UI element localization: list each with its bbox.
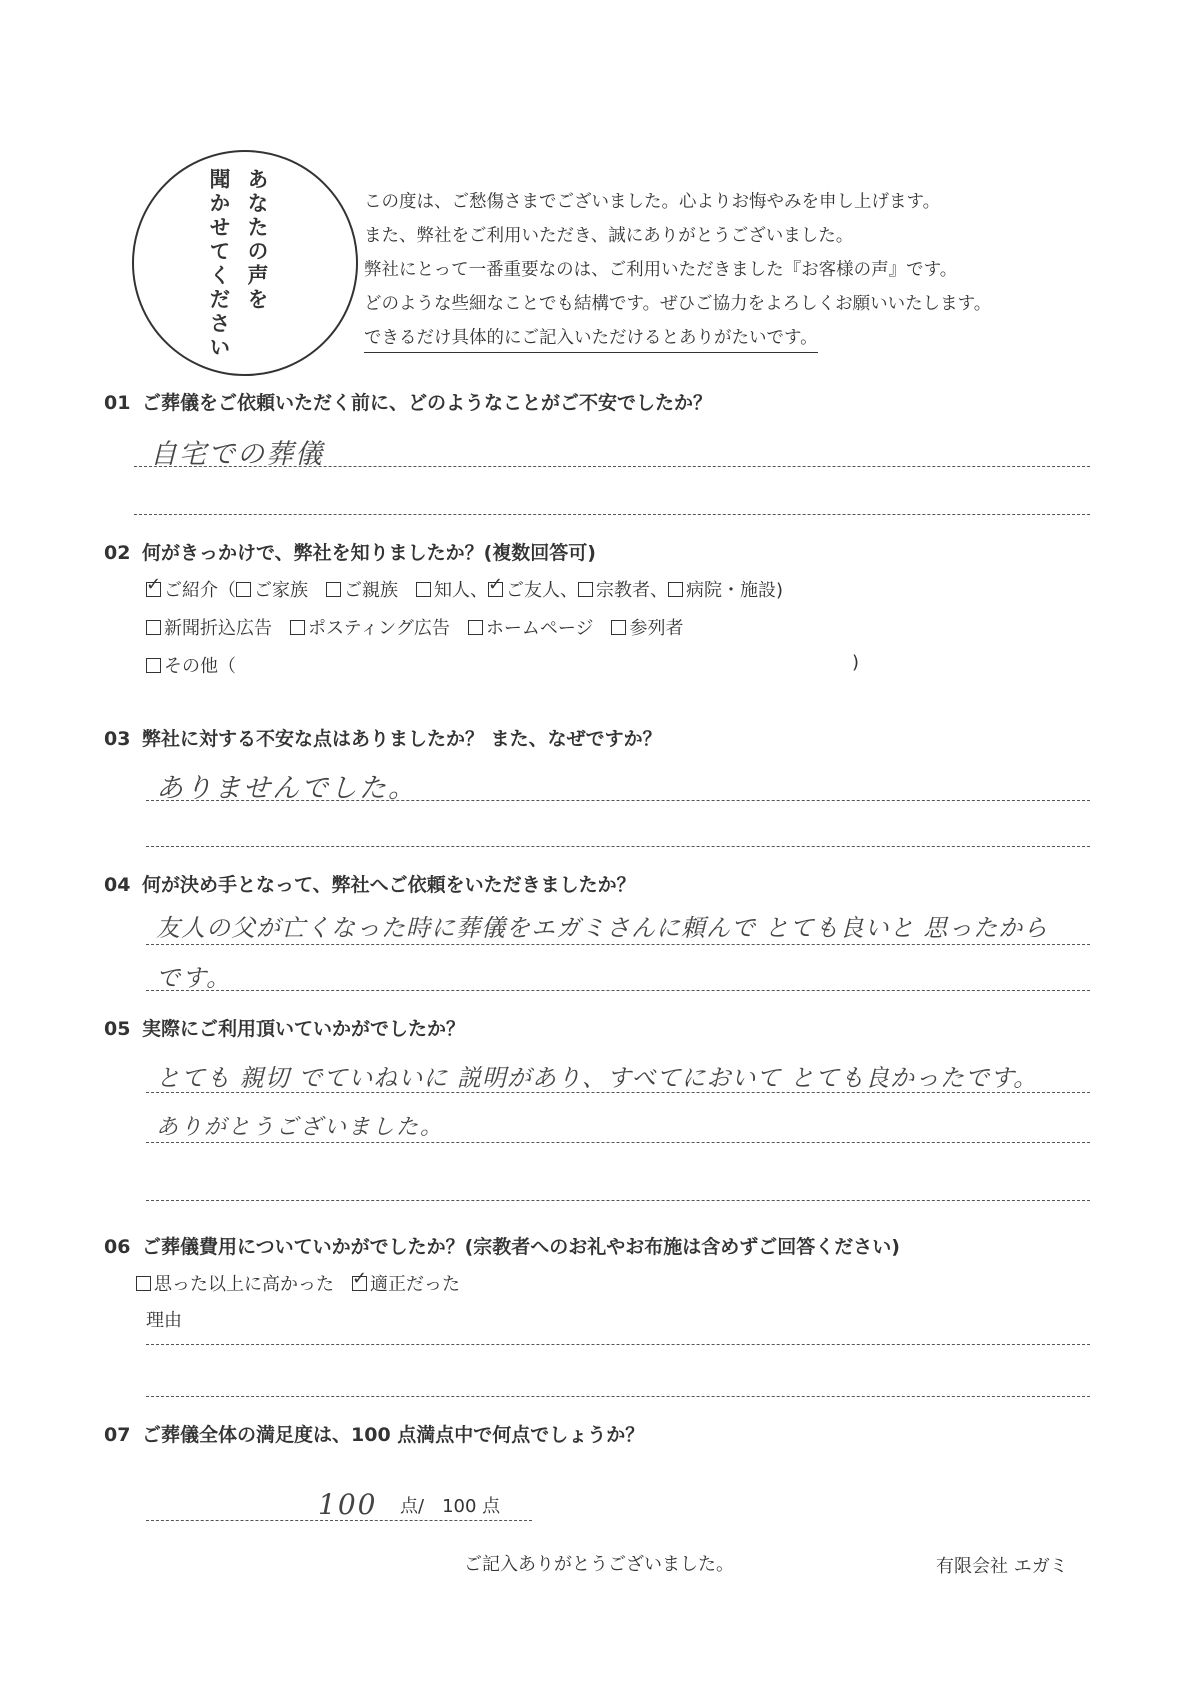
option-label: 参列者 — [629, 618, 684, 639]
option-label: その他（ — [164, 656, 236, 677]
checkbox-relatives[interactable] — [326, 582, 341, 597]
option-label: ご紹介 — [164, 580, 218, 601]
option-label: ホームページ — [485, 618, 594, 639]
answer-line — [146, 846, 1090, 847]
answer-line — [146, 1200, 1090, 1201]
option-label: 適正だった — [370, 1274, 460, 1295]
check-mark-icon: ✓ — [488, 574, 504, 595]
answer-03: ありませんでした。 — [156, 773, 417, 804]
answer-line — [146, 990, 1090, 991]
intro-line-4: どのような些細なことでも結構です。ぜひご協力をよろしくお願いいたします。 — [364, 294, 992, 314]
checkbox-religious[interactable] — [578, 582, 593, 597]
answer-05-line1: とても 親切 でていねいに 説明があり、すべてにおいて とても良かったです。 — [156, 1064, 1039, 1092]
question-text: ご葬儀全体の満足度は、100 点満点中で何点でしょうか？ — [142, 1424, 645, 1446]
answer-line — [146, 800, 1090, 801]
answer-line — [146, 1344, 1090, 1345]
checkbox-posting[interactable] — [290, 620, 305, 635]
question-03 — [104, 724, 662, 751]
answer-line — [134, 514, 1090, 515]
question-06 — [104, 1232, 900, 1259]
answer-line — [146, 944, 1090, 945]
option-label: 病院・施設) — [686, 580, 784, 601]
checkbox-acquaintance[interactable] — [416, 582, 431, 597]
option-label: 新聞折込広告 — [164, 618, 272, 639]
question-text: ご葬儀費用についていかがでしたか？(宗教者へのお礼やお布施は含めずご回答ください) — [142, 1236, 900, 1258]
company-name: 有限会社 エガミ — [936, 1556, 1068, 1577]
answer-01: 自宅での葬儀 — [150, 439, 324, 470]
answer-04-line1: 友人の父が亡くなった時に葬儀をエガミさんに頼んで とても良いと 思ったから — [156, 914, 1049, 942]
question-07 — [104, 1420, 644, 1447]
question-number: 02 — [104, 542, 131, 564]
question-text: 弊社に対する不安な点はありましたか？ また、なぜですか？ — [142, 728, 662, 750]
circle-text-line1: あなたの声を — [245, 168, 269, 312]
question-text: ご葬儀をご依頼いただく前に、どのようなことがご不安でしたか？ — [142, 392, 713, 414]
q2-options-row2 — [146, 614, 683, 640]
question-number: 07 — [104, 1424, 131, 1446]
thanks-text: ご記入ありがとうございました。 — [464, 1554, 734, 1575]
question-text: 実際にご利用頂いていかがでしたか？ — [142, 1018, 466, 1040]
answer-05-line2: ありがとうございました。 — [156, 1115, 445, 1140]
option-label: 宗教者、 — [596, 580, 668, 601]
checkbox-friend[interactable] — [488, 574, 504, 597]
answer-line — [146, 1142, 1090, 1143]
checkbox-fair[interactable] — [352, 1268, 368, 1291]
q2-options-row1 — [146, 576, 783, 602]
checkbox-expensive[interactable] — [136, 1276, 151, 1291]
close-paren: ) — [852, 652, 860, 673]
checkbox-introduce[interactable] — [146, 574, 162, 597]
question-number: 04 — [104, 874, 131, 896]
option-label: 知人、 — [434, 580, 488, 601]
intro-line-1: この度は、ご愁傷さまでございました。心よりお悔やみを申し上げます。 — [364, 192, 941, 212]
paren: （ — [218, 580, 236, 601]
answer-line — [134, 466, 1090, 467]
question-number: 06 — [104, 1236, 131, 1258]
check-mark-icon: ✓ — [352, 1268, 368, 1289]
answer-line — [146, 1396, 1090, 1397]
checkbox-homepage[interactable] — [468, 620, 483, 635]
checkbox-newspaper[interactable] — [146, 620, 161, 635]
question-number: 01 — [104, 392, 131, 414]
question-text: 何がきっかけで、弊社を知りましたか？(複数回答可) — [142, 542, 596, 564]
question-01 — [104, 388, 712, 415]
question-04 — [104, 870, 636, 897]
check-mark-icon: ✓ — [146, 574, 162, 595]
intro-line-3: 弊社にとって一番重要なのは、ご利用いただきました『お客様の声』です。 — [364, 260, 958, 280]
score-line — [146, 1520, 532, 1521]
question-number: 03 — [104, 728, 131, 750]
question-number: 05 — [104, 1018, 131, 1040]
question-text: 何が決め手となって、弊社へご依頼をいただきましたか？ — [142, 874, 636, 896]
option-label: 思った以上に高かった — [154, 1274, 334, 1295]
score-suffix: 点/ 100 点 — [400, 1496, 501, 1517]
voice-circle-badge — [132, 150, 358, 376]
option-label: ご親族 — [344, 580, 398, 601]
circle-text-line2: 聞かせてください — [207, 168, 231, 360]
intro-line-2: また、弊社をご利用いただき、誠にありがとうございました。 — [364, 226, 854, 246]
q6-options — [136, 1270, 460, 1296]
question-02 — [104, 538, 596, 565]
checkbox-other[interactable] — [146, 658, 161, 673]
checkbox-hospital[interactable] — [668, 582, 683, 597]
option-label: ご友人、 — [506, 580, 578, 601]
option-label: ポスティング広告 — [308, 618, 450, 639]
intro-line-5: できるだけ具体的にご記入いただけるとありがたいです。 — [364, 324, 818, 353]
option-label: ご家族 — [254, 580, 308, 601]
score-value: 100 — [318, 1488, 378, 1521]
checkbox-attendee[interactable] — [611, 620, 626, 635]
answer-line — [146, 1092, 1090, 1093]
question-05 — [104, 1014, 465, 1041]
q2-options-row3 — [146, 652, 236, 678]
answer-04-line2: です。 — [156, 964, 233, 992]
checkbox-family[interactable] — [236, 582, 251, 597]
reason-label: 理由 — [146, 1310, 182, 1331]
